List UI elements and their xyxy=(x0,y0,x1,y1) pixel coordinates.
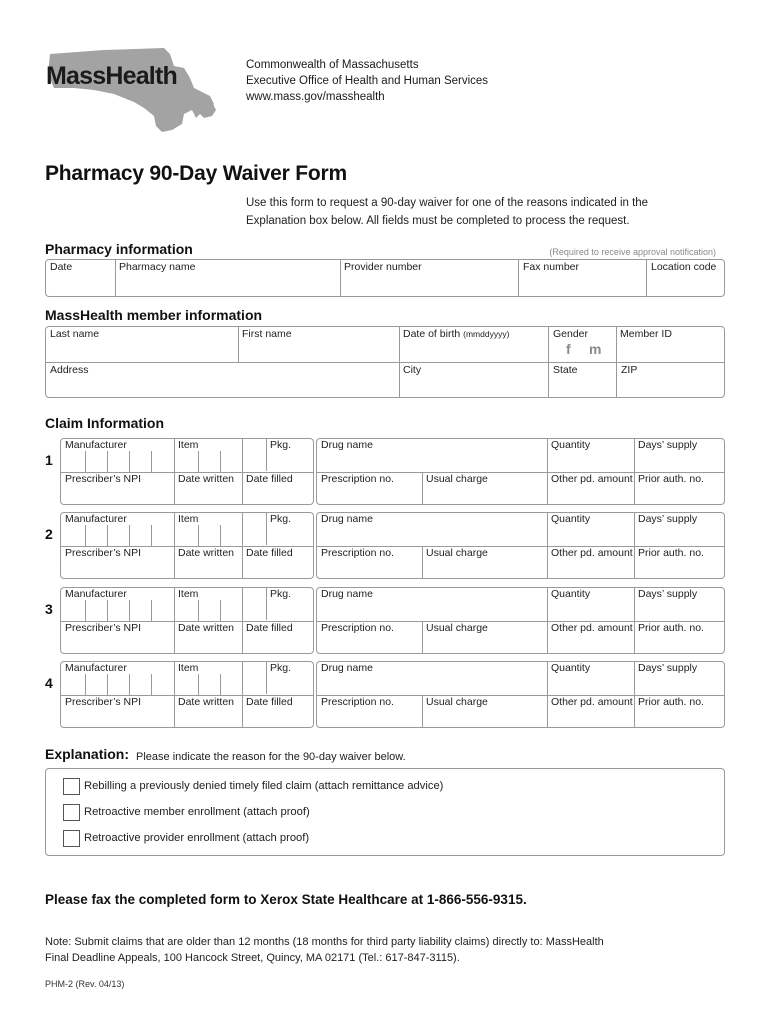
rebilling-option-label: Rebilling a previously denied timely filed claim (attach remittance advice) xyxy=(84,780,444,792)
date-written-label: Date written xyxy=(178,622,235,634)
member-section-heading: MassHealth member information xyxy=(45,307,263,323)
prior-auth-no-field[interactable] xyxy=(635,622,724,653)
prior-auth-no-label: Prior auth. no. xyxy=(638,696,704,708)
form-title: Pharmacy 90-Day Waiver Form xyxy=(45,162,347,185)
manufacturer-label: Manufacturer xyxy=(65,662,127,674)
intro-line-2: Explanation box below. All fields must be completed to process the request. xyxy=(246,215,630,227)
date-written-label: Date written xyxy=(178,547,235,559)
state-label: State xyxy=(553,364,578,376)
fax-number-field[interactable] xyxy=(519,260,646,296)
pkg-label: Pkg. xyxy=(270,662,292,674)
claim-row-3-prescriber-box xyxy=(60,587,314,654)
days-supply-label: Days’ supply xyxy=(638,513,698,525)
manufacturer-digit-grid[interactable] xyxy=(61,674,236,696)
claim-row-number-3: 3 xyxy=(45,601,53,617)
drug-name-label: Drug name xyxy=(321,513,373,525)
prescription-no-field[interactable] xyxy=(317,547,422,578)
agency-website[interactable]: www.mass.gov/masshealth xyxy=(246,91,385,103)
usual-charge-field[interactable] xyxy=(423,547,547,578)
prior-auth-no-label: Prior auth. no. xyxy=(638,622,704,634)
date-written-field[interactable] xyxy=(175,547,242,578)
quantity-field[interactable] xyxy=(548,513,634,546)
other-pd-amount-label: Other pd. amount xyxy=(551,473,633,485)
prescriber-npi-field[interactable] xyxy=(61,696,174,727)
claim-row-3-drug-box xyxy=(316,587,725,654)
prior-auth-no-field[interactable] xyxy=(635,547,724,578)
quantity-field[interactable] xyxy=(548,588,634,621)
manufacturer-digit-grid[interactable] xyxy=(61,525,236,547)
gender-option-m[interactable]: m xyxy=(589,341,602,357)
days-supply-field[interactable] xyxy=(635,662,724,695)
prescriber-npi-label: Prescriber’s NPI xyxy=(65,696,142,708)
usual-charge-label: Usual charge xyxy=(426,622,488,634)
drug-name-label: Drug name xyxy=(321,439,373,451)
city-label: City xyxy=(403,364,422,376)
prescriber-npi-field[interactable] xyxy=(61,547,174,578)
other-pd-amount-label: Other pd. amount xyxy=(551,547,633,559)
last-name-label: Last name xyxy=(50,328,100,340)
prescription-no-field[interactable] xyxy=(317,473,422,504)
usual-charge-label: Usual charge xyxy=(426,473,488,485)
prescription-no-field[interactable] xyxy=(317,696,422,727)
pkg-label: Pkg. xyxy=(270,588,292,600)
agency-line-2: Executive Office of Health and Human Services xyxy=(246,75,489,87)
form-id: PHM-2 (Rev. 04/13) xyxy=(45,979,125,989)
pharmacy-name-label: Pharmacy name xyxy=(119,261,196,273)
quantity-label: Quantity xyxy=(551,662,591,674)
drug-name-field[interactable] xyxy=(317,588,547,621)
prescriber-npi-label: Prescriber’s NPI xyxy=(65,622,142,634)
days-supply-field[interactable] xyxy=(635,588,724,621)
date-written-field[interactable] xyxy=(175,696,242,727)
other-pd-amount-label: Other pd. amount xyxy=(551,622,633,634)
other-pd-amount-field[interactable] xyxy=(548,696,634,727)
date-written-field[interactable] xyxy=(175,622,242,653)
drug-name-field[interactable] xyxy=(317,513,547,546)
quantity-field[interactable] xyxy=(548,439,634,472)
address-field[interactable] xyxy=(46,363,399,397)
prior-auth-no-label: Prior auth. no. xyxy=(638,473,704,485)
date-filled-field[interactable] xyxy=(243,547,313,578)
days-supply-label: Days’ supply xyxy=(638,439,698,451)
quantity-label: Quantity xyxy=(551,513,591,525)
claim-row-2-drug-box xyxy=(316,512,725,579)
date-written-field[interactable] xyxy=(175,473,242,504)
member-id-label: Member ID xyxy=(620,328,672,340)
claim-row-number-1: 1 xyxy=(45,452,53,468)
manufacturer-label: Manufacturer xyxy=(65,513,127,525)
provider-number-label: Provider number xyxy=(344,261,422,273)
pkg-label: Pkg. xyxy=(270,439,292,451)
retro-provider-option-label: Retroactive provider enrollment (attach proof) xyxy=(84,832,310,844)
location-code-field[interactable] xyxy=(647,260,724,296)
claim-section-heading: Claim Information xyxy=(45,415,165,431)
rebilling-checkbox[interactable] xyxy=(63,778,80,795)
location-code-label: Location code xyxy=(651,261,717,273)
item-label: Item xyxy=(178,439,199,451)
gender-field xyxy=(549,327,616,362)
state-field[interactable] xyxy=(549,363,616,397)
fax-instruction: Please fax the completed form to Xerox State Healthcare at 1-866-556-9315. xyxy=(45,892,527,907)
prior-auth-no-field[interactable] xyxy=(635,473,724,504)
item-label: Item xyxy=(178,662,199,674)
drug-name-field[interactable] xyxy=(317,662,547,695)
usual-charge-field[interactable] xyxy=(423,696,547,727)
drug-name-label: Drug name xyxy=(321,662,373,674)
prior-auth-no-field[interactable] xyxy=(635,696,724,727)
first-name-field[interactable] xyxy=(239,327,399,362)
other-pd-amount-field[interactable] xyxy=(548,473,634,504)
date-filled-label: Date filled xyxy=(246,696,293,708)
gender-label: Gender xyxy=(553,328,589,340)
claim-row-1-prescriber-box xyxy=(60,438,314,505)
pharmacy-required-note: (Required to receive approval notification) xyxy=(549,247,716,257)
days-supply-field[interactable] xyxy=(635,439,724,472)
prescription-no-label: Prescription no. xyxy=(321,473,394,485)
manufacturer-digit-grid[interactable] xyxy=(61,600,236,622)
member-info-box xyxy=(45,326,725,398)
retro-member-checkbox[interactable] xyxy=(63,804,80,821)
explanation-heading: Explanation: xyxy=(45,746,130,762)
address-label: Address xyxy=(50,364,89,376)
explanation-box xyxy=(45,768,725,856)
note-line-2: Final Deadline Appeals, 100 Hancock Street, Quincy, MA 02171 (Tel.: 617-847-3115). xyxy=(45,952,460,964)
claim-row-1-drug-box xyxy=(316,438,725,505)
date-of-birth-field[interactable] xyxy=(400,327,548,362)
other-pd-amount-field[interactable] xyxy=(548,547,634,578)
prescription-no-label: Prescription no. xyxy=(321,547,394,559)
claim-row-4-prescriber-box xyxy=(60,661,314,728)
provider-number-field[interactable] xyxy=(341,260,518,296)
dob-format-hint: (mmddyyyy) xyxy=(463,329,510,339)
prescription-no-label: Prescription no. xyxy=(321,622,394,634)
dob-label: Date of birth xyxy=(403,328,461,340)
usual-charge-label: Usual charge xyxy=(426,547,488,559)
claim-row-number-4: 4 xyxy=(45,675,53,691)
drug-name-label: Drug name xyxy=(321,588,373,600)
quantity-label: Quantity xyxy=(551,439,591,451)
pharmacy-info-box xyxy=(45,259,725,297)
days-supply-field[interactable] xyxy=(635,513,724,546)
manufacturer-digit-grid[interactable] xyxy=(61,451,236,473)
fax-number-label: Fax number xyxy=(523,261,580,273)
pharmacy-name-field[interactable] xyxy=(116,260,340,296)
manufacturer-label: Manufacturer xyxy=(65,588,127,600)
logo-text: MassHealth xyxy=(46,62,177,90)
claim-row-2-prescriber-box xyxy=(60,512,314,579)
quantity-label: Quantity xyxy=(551,588,591,600)
prescription-no-field[interactable] xyxy=(317,622,422,653)
date-filled-field[interactable] xyxy=(243,473,313,504)
usual-charge-field[interactable] xyxy=(423,622,547,653)
drug-name-field[interactable] xyxy=(317,439,547,472)
prescription-no-label: Prescription no. xyxy=(321,696,394,708)
date-filled-field[interactable] xyxy=(243,622,313,653)
pkg-label: Pkg. xyxy=(270,513,292,525)
member-id-field[interactable] xyxy=(617,327,724,362)
days-supply-label: Days’ supply xyxy=(638,588,698,600)
date-written-label: Date written xyxy=(178,696,235,708)
explanation-instruction: Please indicate the reason for the 90-day waiver below. xyxy=(136,751,406,763)
date-written-label: Date written xyxy=(178,473,235,485)
zip-field[interactable] xyxy=(617,363,724,397)
retro-member-option-label: Retroactive member enrollment (attach proof) xyxy=(84,806,310,818)
quantity-field[interactable] xyxy=(548,662,634,695)
last-name-field[interactable] xyxy=(46,327,238,362)
prescriber-npi-field[interactable] xyxy=(61,622,174,653)
note-line-1: Note: Submit claims that are older than 12 months (18 months for third party liability claims) directly to: MassHealth xyxy=(45,936,604,948)
item-label: Item xyxy=(178,513,199,525)
prescriber-npi-label: Prescriber’s NPI xyxy=(65,547,142,559)
claim-row-4-drug-box xyxy=(316,661,725,728)
intro-line-1: Use this form to request a 90-day waiver for one of the reasons indicated in the xyxy=(246,197,649,209)
zip-label: ZIP xyxy=(621,364,638,376)
date-filled-label: Date filled xyxy=(246,547,293,559)
prescriber-npi-field[interactable] xyxy=(61,473,174,504)
usual-charge-label: Usual charge xyxy=(426,696,488,708)
city-field[interactable] xyxy=(400,363,548,397)
other-pd-amount-label: Other pd. amount xyxy=(551,696,633,708)
date-field[interactable] xyxy=(46,260,115,296)
prescriber-npi-label: Prescriber’s NPI xyxy=(65,473,142,485)
date-filled-label: Date filled xyxy=(246,473,293,485)
item-label: Item xyxy=(178,588,199,600)
manufacturer-label: Manufacturer xyxy=(65,439,127,451)
prior-auth-no-label: Prior auth. no. xyxy=(638,547,704,559)
first-name-label: First name xyxy=(242,328,292,340)
claim-row-number-2: 2 xyxy=(45,526,53,542)
pharmacy-section-heading: Pharmacy information xyxy=(45,241,193,257)
date-label: Date xyxy=(50,261,73,273)
retro-provider-checkbox[interactable] xyxy=(63,830,80,847)
gender-option-f[interactable]: f xyxy=(566,341,571,357)
date-filled-field[interactable] xyxy=(243,696,313,727)
days-supply-label: Days’ supply xyxy=(638,662,698,674)
date-filled-label: Date filled xyxy=(246,622,293,634)
agency-line-1: Commonwealth of Massachusetts xyxy=(246,59,419,71)
usual-charge-field[interactable] xyxy=(423,473,547,504)
other-pd-amount-field[interactable] xyxy=(548,622,634,653)
